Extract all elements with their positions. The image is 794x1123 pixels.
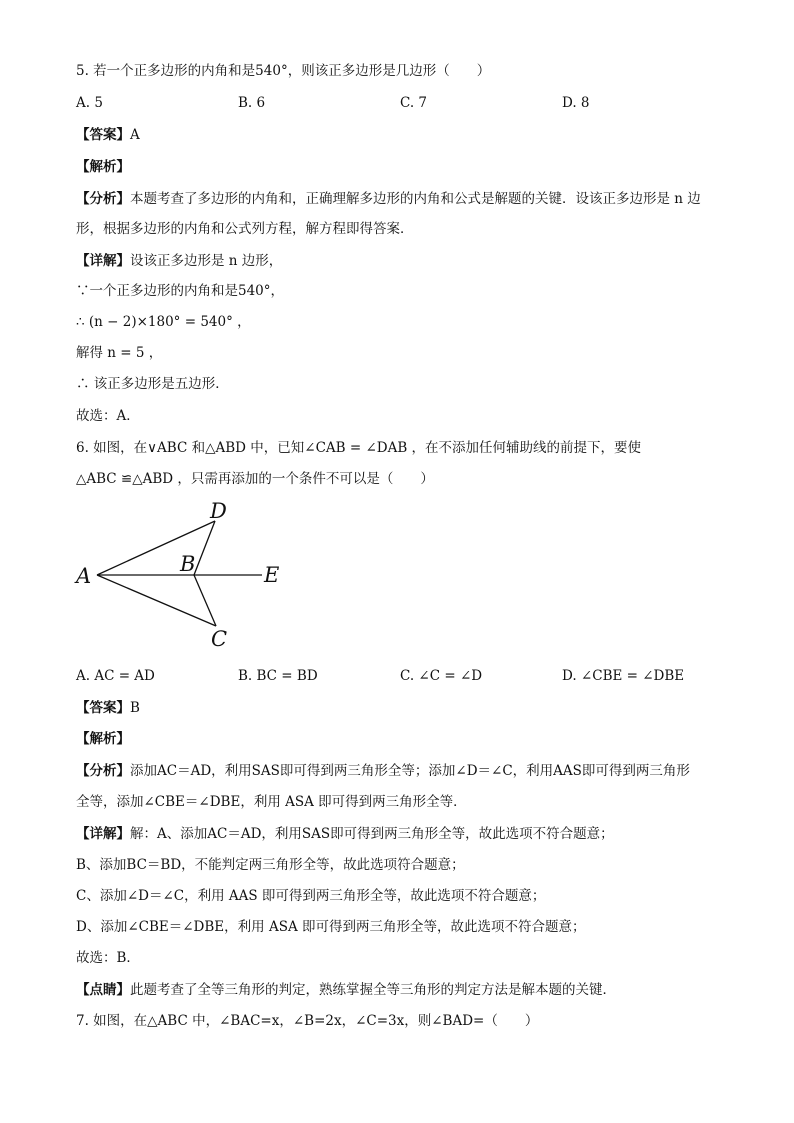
label-e: E	[264, 563, 280, 587]
fenxi-text: 本题考查了多边形的内角和，正确理解多边形的内角和公式是解题的关键．设该正多边形是 n 边	[130, 191, 701, 207]
q5-step-4: ∴ 该正多边形是五边形．	[76, 376, 229, 392]
q6-answer	[76, 699, 140, 717]
q5-answer	[76, 126, 140, 144]
q5-fenxi-line2: 形，根据多边形的内角和公式列方程，解方程即得答案．	[76, 221, 414, 237]
q6-fenxi-line1	[76, 762, 690, 780]
q6-fenxi-line2: 全等，添加∠CBE＝∠DBE，利用 ASA 即可得到两三角形全等．	[76, 794, 467, 810]
dianjing-tag: 【点睛】	[76, 982, 130, 998]
fenxi-tag: 【分析】	[76, 763, 130, 779]
xiangjie-tag: 【详解】	[76, 253, 130, 269]
q5-step-2: ∴ (n − 2)×180° = 540° ，	[76, 314, 251, 330]
q5-fenxi-line1	[76, 190, 701, 208]
q6-dianjing	[76, 981, 616, 999]
q6-stem-line2: △ABC ≌△ABD ，只需再添加的一个条件不可以是（ ）	[76, 471, 434, 487]
q5-option-d: D. 8	[562, 95, 590, 111]
fenxi-tag: 【分析】	[76, 191, 130, 207]
xiangjie-tag: 【详解】	[76, 826, 130, 842]
label-a: A	[76, 564, 92, 588]
q5-step-1: ∵一个正多边形的内角和是540°，	[76, 283, 285, 299]
answer-value: A	[130, 127, 140, 143]
q6-option-d: D. ∠CBE = ∠DBE	[562, 668, 685, 684]
q6-line-b: B、添加BC＝BD，不能判定两三角形全等，故此选项符合题意；	[76, 857, 465, 873]
dianjing-text: 此题考查了全等三角形的判定，熟练掌握全等三角形的判定方法是解本题的关键．	[130, 982, 616, 998]
q6-xiangjie	[76, 825, 614, 843]
q6-geometry-figure	[70, 498, 310, 654]
answer-tag: 【答案】	[76, 700, 130, 716]
q6-line-c: C、添加∠D＝∠C，利用 AAS 即可得到两三角形全等，故此选项不符合题意；	[76, 888, 546, 904]
q5-option-c: C. 7	[400, 95, 428, 111]
xiangjie-text: 解：A、添加AC＝AD，利用SAS即可得到两三角形全等，故此选项不符合题意；	[130, 826, 614, 842]
segment-ac	[97, 575, 216, 626]
q6-option-a: A. AC = AD	[76, 668, 155, 684]
q6-option-c: C. ∠C = ∠D	[400, 668, 483, 684]
label-c: C	[211, 627, 228, 651]
answer-tag: 【答案】	[76, 127, 130, 143]
q5-choose: 故选：A．	[76, 408, 140, 424]
q6-line-d: D、添加∠CBE＝∠DBE，利用 ASA 即可得到两三角形全等，故此选项不符合题意；	[76, 919, 586, 935]
q5-step-3: 解得 n = 5 ，	[76, 345, 163, 361]
label-b: B	[180, 552, 196, 576]
q5-xiangjie	[76, 252, 282, 270]
xiangjie-text: 设该正多边形是 n 边形，	[130, 253, 283, 269]
q6-choose: 故选：B．	[76, 950, 140, 966]
q6-analysis-tag: 【解析】	[76, 731, 130, 747]
q6-option-b: B. BC = BD	[238, 668, 318, 684]
fenxi-text: 添加AC＝AD，利用SAS即可得到两三角形全等；添加∠D＝∠C，利用AAS即可得到两三角形	[130, 763, 690, 779]
label-d: D	[210, 499, 227, 523]
q5-option-a: A. 5	[76, 95, 103, 111]
q6-stem-line1: 6. 如图，在∨ABC 和△ABD 中，已知∠CAB = ∠DAB ，在不添加任何辅助线的前提下，要使	[76, 440, 642, 456]
q5-option-b: B. 6	[238, 95, 266, 111]
q5-stem: 5. 若一个正多边形的内角和是540°，则该正多边形是几边形（ ）	[76, 63, 491, 79]
q7-stem: 7. 如图，在△ABC 中，∠BAC=x，∠B=2x，∠C=3x，则∠BAD=（ ）	[76, 1013, 539, 1029]
answer-value: B	[130, 700, 140, 716]
q5-analysis-tag: 【解析】	[76, 159, 130, 175]
